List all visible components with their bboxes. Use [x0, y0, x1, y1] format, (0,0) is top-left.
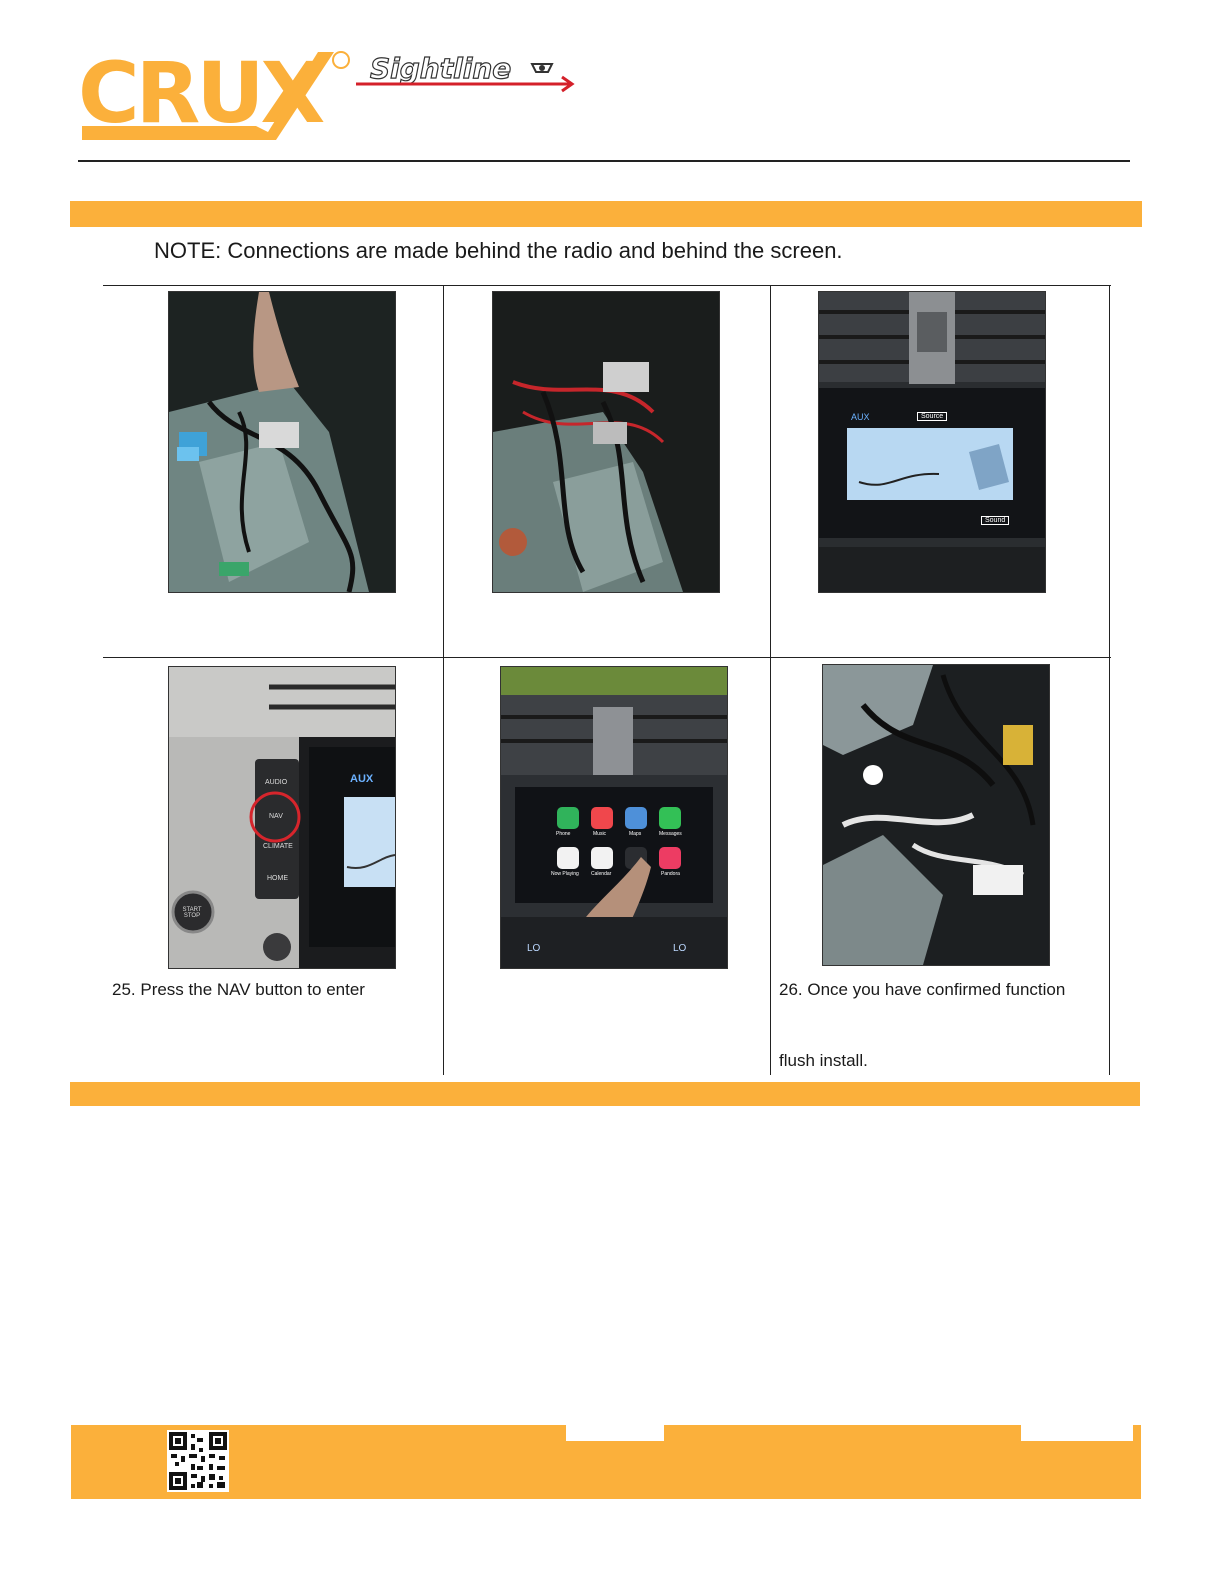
screen-aux-label: AUX — [851, 412, 870, 422]
step-26-caption: 26. Once you have confirmed function — [779, 980, 1066, 999]
carplay-maps-label: Maps — [629, 831, 642, 837]
qr-code-icon[interactable] — [167, 1430, 229, 1492]
carplay-pandora-label: Pandora — [661, 871, 680, 877]
footer-notch-2 — [1021, 1425, 1133, 1441]
table-row-divider — [103, 657, 1111, 658]
climate-temp-right: LO — [673, 943, 687, 954]
nav-photo-aux-label: AUX — [350, 773, 374, 785]
photo-carplay-screen — [500, 666, 728, 969]
sightline-logo-text: Sightline — [370, 52, 512, 85]
table-col-divider-2 — [770, 285, 771, 1075]
screen-sound-label: Sound — [981, 516, 1009, 525]
climate-temp-left: LO — [527, 943, 541, 954]
photo-flush-install — [822, 664, 1050, 966]
start-stop-label: START STOP — [182, 907, 202, 919]
photo-screen-aux — [818, 291, 1046, 593]
table-col-divider-1 — [443, 285, 444, 1075]
carplay-music-label: Music — [593, 831, 607, 837]
section-bar-top — [70, 201, 1142, 227]
carplay-phone-label: Phone — [556, 831, 571, 837]
step-25-caption: 25. Press the NAV button to enter — [112, 980, 365, 999]
carplay-calendar-label: Calendar — [591, 871, 612, 877]
section-bar-bottom — [70, 1082, 1140, 1106]
footer-notch-1 — [566, 1425, 664, 1441]
table-top-border — [103, 285, 1111, 286]
climate-button-label: CLIMATE — [263, 843, 293, 850]
carplay-messages-label: Messages — [659, 831, 682, 837]
screen-source-label: Source — [917, 412, 947, 421]
home-button-label: HOME — [267, 875, 288, 882]
photo-behind-radio-wires — [492, 291, 720, 593]
nav-button-label: NAV — [269, 813, 283, 820]
photo-nav-button — [168, 666, 396, 969]
carplay-now-playing-label: Now Playing — [551, 871, 579, 877]
audio-button-label: AUDIO — [265, 779, 288, 786]
photo-behind-radio-hand — [168, 291, 396, 593]
step-26-caption-continued: flush install. — [779, 1051, 868, 1070]
header-divider — [78, 160, 1130, 162]
crux-logo — [78, 46, 358, 144]
sightline-logo — [352, 50, 584, 96]
table-right-border — [1109, 285, 1110, 1075]
connection-note: NOTE: Connections are made behind the radio and behind the screen. — [154, 238, 843, 263]
crux-logo-text: CRUX — [78, 46, 322, 142]
